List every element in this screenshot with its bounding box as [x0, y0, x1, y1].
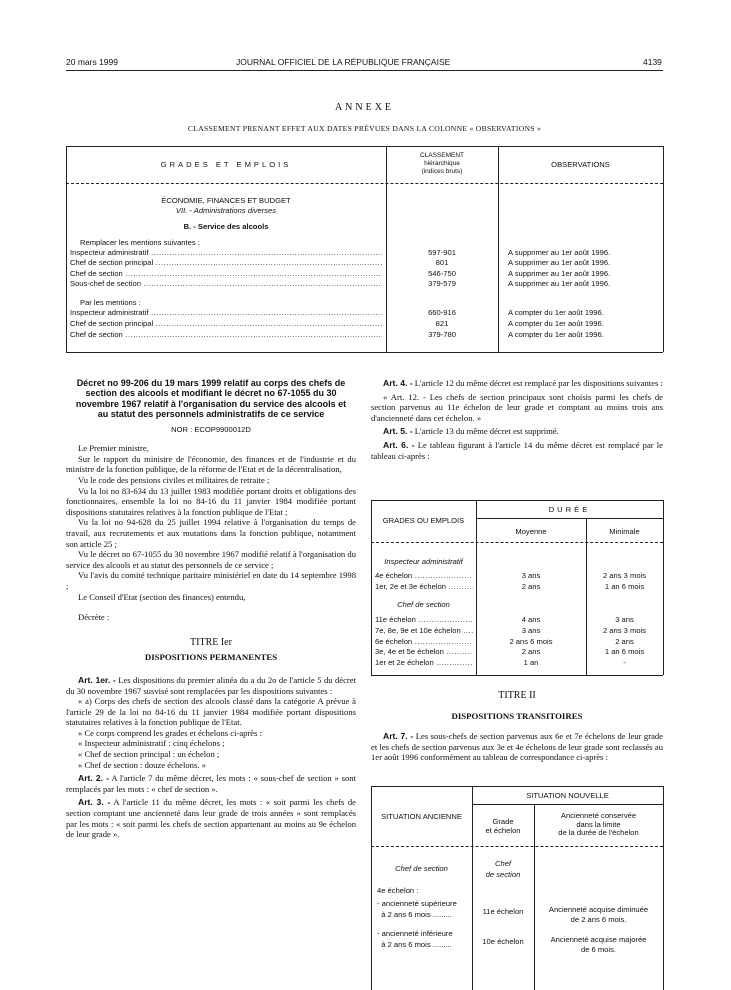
header-page-number: 4139	[643, 57, 662, 67]
duree-row-label: 7e, 8e, 9e et 10e échelon .....	[375, 626, 473, 636]
article-3: Art. 3. - A l'article 11 du même décret, les mots : « soit parmi les chefs de section comptant une ancienneté dans leur grade de trois années » sont remplacés par les mots : « soit parmi les chefs de section appartenant au moins au 9e échelon de leur grade ».	[66, 797, 356, 840]
annex-head-classement: CLASSEMENT hiérarchique (indices bruts)	[419, 152, 465, 175]
duree-row-minimale: 2 ans 3 mois	[602, 571, 647, 580]
annex-service: B. - Service des alcools	[183, 222, 269, 231]
duree-row-moyenne: 4 ans	[521, 615, 541, 624]
annex-new-label: Chef de section principal .....	[70, 319, 382, 329]
article-1-c: « Inspecteur administratif : cinq échelons ;	[78, 738, 225, 749]
visa-paragraph: Vu l'avis du comité technique paritaire ministériel en date du 14 septembre 1998 ;	[66, 570, 356, 591]
duree-row-moyenne: 2 ans	[521, 582, 541, 591]
duree-row-minimale: 1 an 6 mois	[604, 647, 645, 657]
duree-head-grades: GRADES OU EMPLOIS	[382, 516, 465, 525]
decrete: Décrète :	[78, 612, 110, 623]
annex-new-label: Inspecteur administratif .....	[70, 308, 382, 318]
visa-paragraph: Vu la loi no 94-628 du 25 juillet 1994 relative à l'organisation du temps de travail, aux recrutements et aux mutations dans la fonction publique, notamment son article 25 ;	[66, 517, 356, 549]
article-1-d: « Chef de section principal : un échelon ;	[78, 749, 220, 760]
annex-section: VII. - Administrations diverses	[175, 206, 277, 215]
annex-old-observation: A supprimer au 1er août 1996.	[508, 268, 611, 278]
article-1-a: « a) Corps des chefs de section des alcools classé dans la catégorie A prévue à l'article 29 de la loi no 84-16 du 11 janvier 1984 modifiée portant dispositions statutaires relatives à la fonction publique de l'Etat.	[66, 696, 356, 728]
corresp-head-new: SITUATION NOUVELLE	[526, 791, 609, 800]
annex-old-index: 546-750	[428, 268, 456, 278]
titre-1: TITRE Ier	[190, 636, 232, 648]
annexe-subtitle: CLASSEMENT PRENANT EFFET AUX DATES PRÉVUES DANS LA COLONNE « OBSERVATIONS »	[187, 124, 542, 133]
annex-new-label: Chef de section .....	[70, 330, 382, 340]
duree-row-minimale: 2 ans	[615, 636, 634, 646]
annex-old-label: Chef de section principal .....	[70, 258, 382, 268]
annex-head-observations: OBSERVATIONS	[551, 160, 610, 169]
corresp-r1-anciennete: Ancienneté acquise diminuée de 2 ans 6 mois.	[548, 905, 649, 924]
visa-paragraph: Le Conseil d'Etat (section des finances) entendu,	[78, 591, 246, 602]
duree-row-label: 1er, 2e et 3e échelon .....	[375, 582, 473, 592]
corresp-r2-grade: 10e échelon	[482, 937, 524, 946]
duree-head-minimale: Minimale	[609, 527, 640, 536]
annex-old-observation: A supprimer au 1er août 1996.	[508, 258, 611, 268]
annex-new-observation: A compter du 1er août 1996.	[508, 308, 604, 317]
corresp-r1-grade: 11e échelon	[482, 907, 524, 916]
titre-2: TITRE II	[498, 690, 536, 701]
duree-row-minimale: 1 an 6 mois	[604, 582, 645, 591]
article-4: Art. 4. - L'article 12 du même décret est remplacé par les dispositions suivantes :	[383, 378, 663, 388]
corresp-r2-anciennete: Ancienneté acquise majorée de 6 mois.	[550, 935, 647, 954]
annex-new-index: 660-916	[428, 308, 456, 317]
annex-par: Par les mentions :	[80, 298, 141, 307]
visa-paragraph: Vu le code des pensions civiles et militaires de retraite ;	[78, 475, 270, 485]
annex-old-observation: A supprimer au 1er août 1996.	[508, 279, 611, 289]
duree-row-label: 1er et 2e échelon .....	[375, 658, 473, 668]
duree-row-moyenne: 3 ans	[521, 625, 541, 635]
annex-old-label: Inspecteur administratif .....	[70, 248, 382, 258]
article-4-quote: « Art. 12. - Les chefs de section principaux sont choisis parmi les chefs de section parvenus au 11e échelon de leur grade et comptant au moins trois ans d'ancienneté dans cet échelon. »	[371, 391, 663, 423]
duree-row-moyenne: 2 ans	[521, 647, 541, 657]
annex-old-index: 597-901	[428, 248, 456, 257]
duree-row-minimale: 2 ans 3 mois	[602, 625, 647, 635]
annex-old-index: 379-579	[428, 279, 456, 289]
duree-group-chef: Chef de section	[397, 600, 450, 609]
corresp-head-old: SITUATION ANCIENNE	[381, 812, 462, 821]
visa-paragraph: Vu le décret no 67-1055 du 30 novembre 1967 modifié relatif à l'organisation du service des alcools et au statut des personnels de ce service ;	[66, 549, 356, 570]
corresp-r1-old: - ancienneté supérieure à 2 ans 6 mois .........	[377, 899, 457, 919]
visa-paragraph: Le Premier ministre,	[78, 443, 149, 454]
article-1: Art. 1er. - Les dispositions du premier alinéa du a du 2o de l'article 5 du décret du 30 novembre 1967 susvisé sont remplacées par les dispositions suivantes :	[66, 674, 356, 696]
duree-row-minimale: 3 ans	[615, 615, 634, 624]
annex-old-label: Chef de section .....	[70, 269, 382, 279]
annexe-title: ANNEXE	[334, 102, 395, 113]
annex-new-index: 379-780	[428, 329, 456, 339]
annex-ministry: ÉCONOMIE, FINANCES ET BUDGET	[161, 196, 291, 205]
decret-nor: NOR : ECOP9900012D	[171, 424, 251, 434]
duree-row-label: 11e échelon .....	[375, 615, 473, 625]
annex-new-observation: A compter du 1er août 1996.	[508, 318, 604, 328]
corresp-old-grade: Chef de section	[395, 864, 448, 873]
annex-old-index: 801	[435, 258, 449, 268]
left-column	[66, 378, 356, 840]
corresp-r2-old: - ancienneté inférieure à 2 ans 6 mois .........	[377, 929, 453, 949]
corresp-new-grade: Chef de section	[485, 859, 521, 879]
duree-row-label: 6e échelon .....	[375, 637, 473, 647]
duree-row-moyenne: 3 ans	[521, 571, 541, 580]
visa-paragraph: Sur le rapport du ministre de l'économie, des finances et de l'industrie et du ministre de la fonction publique, de la réforme de l'Etat et de la décentralisation,	[66, 453, 356, 475]
article-7: Art. 7. - Les sous-chefs de section parvenus aux 6e et 7e échelons de leur grade et les chefs de section parvenus aux 3e et 4e échelons de leur grade sont reclassés au 1er août 1996 conformément au tableau de correspondance ci-après :	[371, 731, 663, 763]
duree-head-duree: DURÉE	[548, 505, 591, 514]
corresp-head-anciennete: Ancienneté conservée dans la limite de la durée de l'échelon	[558, 811, 639, 837]
duree-row-label: 3e, 4e et 5e échelon .....	[375, 647, 473, 657]
annex-new-index: 821	[435, 318, 449, 328]
right-column	[371, 378, 663, 461]
titre-1-name: DISPOSITIONS PERMANENTES	[144, 652, 278, 663]
article-2: Art. 2. - A l'article 7 du même décret, les mots : « sous-chef de section » sont remplacés par les mots : « chef de section ».	[66, 773, 356, 794]
article-1-e: « Chef de section : douze échelons. »	[78, 759, 206, 770]
corresp-echelon: 4e échelon :	[377, 886, 419, 895]
titre-2-name: DISPOSITIONS TRANSITOIRES	[451, 711, 583, 721]
decret-title: Décret no 99-206 du 19 mars 1999 relatif au corps des chefs de section des alcools et modifiant le décret no 67-1055 du 30 novembre 1967 relatif à l'organisation du service des alcools et au statut des personnels administratifs de ce service	[75, 378, 347, 420]
annex-old-label: Sous-chef de section .....	[70, 279, 382, 289]
article-5: Art. 5. - L'article 13 du même décret est supprimé.	[383, 426, 559, 437]
header-rule	[66, 70, 663, 71]
corresp-head-grade: Grade et échelon	[485, 817, 521, 835]
article-1-b: « Ce corps comprend les grades et échelons ci-après :	[78, 727, 262, 738]
duree-row-moyenne: 2 ans 6 mois	[509, 636, 553, 646]
article-7-block	[371, 731, 663, 763]
header-date: 20 mars 1999	[66, 57, 118, 67]
duree-row-label: 4e échelon .....	[375, 571, 473, 581]
visa-paragraph: Vu la loi no 83-634 du 13 juillet 1983 modifiée portant droits et obligations des fonctionnaires, ensemble la loi no 84-16 du 11 janvier 1984 modifiée portant dispositions statutaires relatives à la fonction publique de l'Etat ;	[66, 485, 356, 517]
annex-old-observation: A supprimer au 1er août 1996.	[508, 248, 611, 257]
header-journal: JOURNAL OFFICIEL DE LA RÉPUBLIQUE FRANÇAISE	[236, 57, 451, 67]
duree-row-minimale: -	[623, 658, 626, 668]
annex-remplacer: Remplacer les mentions suivantes :	[80, 238, 200, 247]
duree-group-inspecteur: Inspecteur administratif	[384, 557, 463, 566]
duree-head-moyenne: Moyenne	[515, 527, 547, 536]
annex-new-observation: A compter du 1er août 1996.	[508, 329, 604, 339]
article-6: Art. 6. - Le tableau figurant à l'article 14 du même décret est remplacé par le tableau ci-après :	[371, 439, 663, 461]
duree-row-moyenne: 1 an	[523, 658, 539, 668]
annex-head-grades: GRADES ET EMPLOIS	[160, 160, 292, 169]
